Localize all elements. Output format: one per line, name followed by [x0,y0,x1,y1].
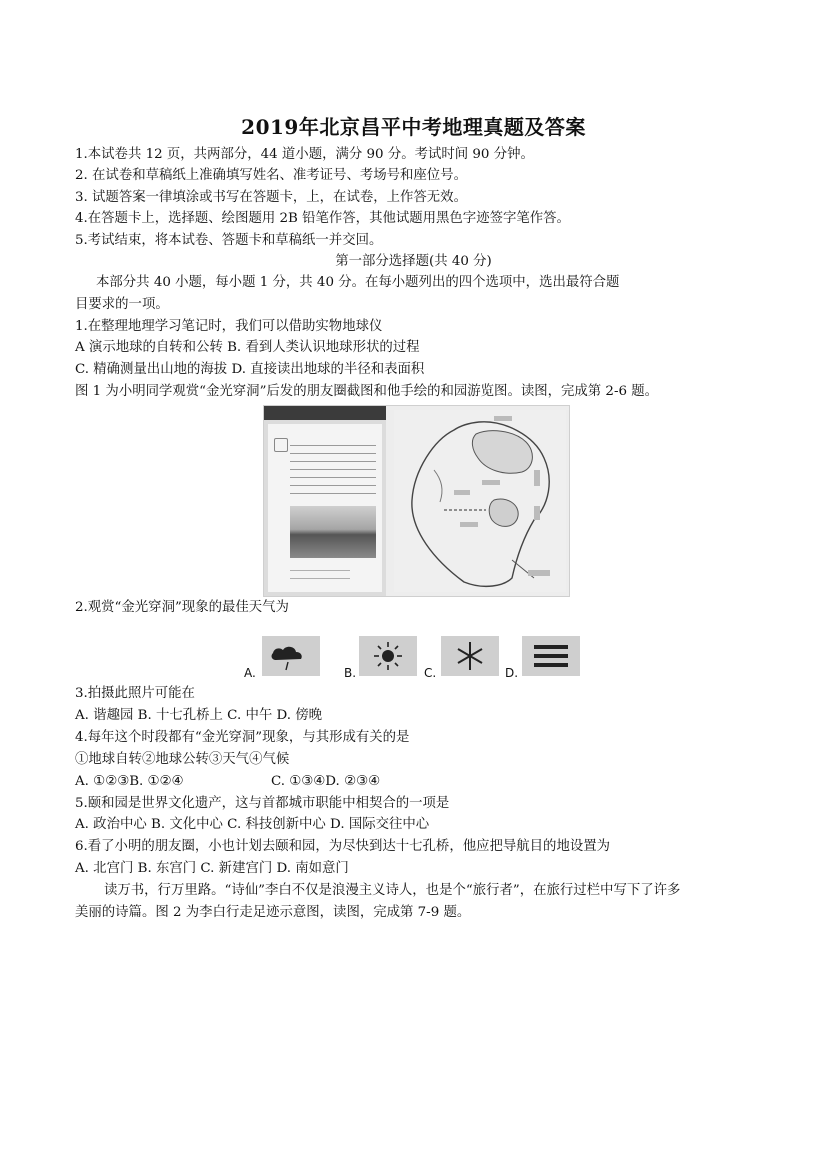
instruction-1: 1.本试卷共 12 页，共两部分，44 道小题，满分 90 分。考试时间 90 分钟。 [75,147,534,162]
q2-option-c-label: C. [424,666,437,680]
passage-line1: 读万书，行万里路。“诗仙”李白不仅是浪漫主义诗人，也是个“旅行者”，在旅行过栏中写下了许多 [104,883,681,898]
fog-icon [522,636,580,676]
part1-intro-line2: 目要求的一项。 [75,297,169,312]
instruction-4: 4.在答题卡上，选择题、绘图题用 2B 铅笔作答，其他试题用黑色字迹签字笔作答。 [75,211,570,226]
map-drawing [394,410,566,592]
q1-options-cd: C. 精确测量出山地的海拔 D. 直接读出地球的半径和表面积 [75,362,425,377]
q1-options-ab: A 演示地球的自转和公转 B. 看到人类认识地球形状的过程 [75,340,420,355]
q6-options: A. 北宫门 B. 东宫门 C. 新建宫门 D. 南如意门 [75,861,349,876]
post-footer [290,566,350,582]
bridge-photo [290,506,376,558]
q3-stem: 3.拍摄此照片可能在 [75,686,195,701]
q6-stem: 6.看了小明的朋友圈，小也计划去颐和园，为尽快到达十七孔桥，他应把导航目的地设置为 [75,839,611,854]
figure-1 [263,405,570,597]
moments-post [268,424,382,592]
instruction-2: 2. 在试卷和草稿纸上准确填写姓名、准考证号、考场号和座位号。 [75,168,467,183]
q2-stem: 2.观赏“金光穿洞”现象的最佳天气为 [75,600,289,615]
moments-screenshot [264,406,386,596]
instruction-3: 3. 试题答案一律填涂或书写在答题卡，上，在试卷，上作答无效。 [75,190,467,205]
post-text-lines [290,442,376,494]
q2-option-a-label: A. [244,666,256,680]
avatar [274,438,288,452]
q4-items: ①地球自转②地球公转③天气④气候 [75,752,290,767]
q2-option-b-label: B. [344,666,357,680]
part1-intro-line1: 本部分共 40 小题，每小题 1 分，共 40 分。在每小题列出的四个选项中，选出最符合题 [96,275,620,290]
fig1-caption: 图 1 为小明同学观赏“金光穿洞”后发的朋友圈截图和他手绘的和园游览图。读图，完成第 2-6 题。 [75,384,659,399]
page-title: 2019年北京昌平中考地理真题及答案 [241,115,586,139]
hand-drawn-map [394,410,566,592]
q4-options-cd: C. ①③④D. ②③④ [271,774,381,789]
q4-stem: 4.每年这个时段都有“金光穿洞”现象，与其形成有关的是 [75,730,410,745]
q5-stem: 5.颐和园是世界文化遗产，这与首都城市职能中相契合的一项是 [75,796,450,811]
instruction-5: 5.考试结束，将本试卷、答题卡和草稿纸一并交回。 [75,233,383,248]
q3-options: A. 谐趣园 B. 十七孔桥上 C. 中午 D. 傍晚 [75,708,323,723]
phone-status-bar [264,406,386,420]
part1-heading: 第一部分选择题(共 40 分) [335,254,492,269]
q2-option-d-label: D. [505,666,519,680]
q5-options: A. 政治中心 B. 文化中心 C. 科技创新中心 D. 国际交往中心 [75,817,430,832]
rain-cloud-icon [262,636,320,676]
sun-icon [359,636,417,676]
passage-line2: 美丽的诗篇。图 2 为李白行走足迹示意图，读图，完成第 7-9 题。 [75,905,471,920]
snowflake-icon [441,636,499,676]
q4-options-ab: A. ①②③B. ①②④ [75,774,184,789]
q1-stem: 1.在整理地理学习笔记时，我们可以借助实物地球仪 [75,319,383,334]
